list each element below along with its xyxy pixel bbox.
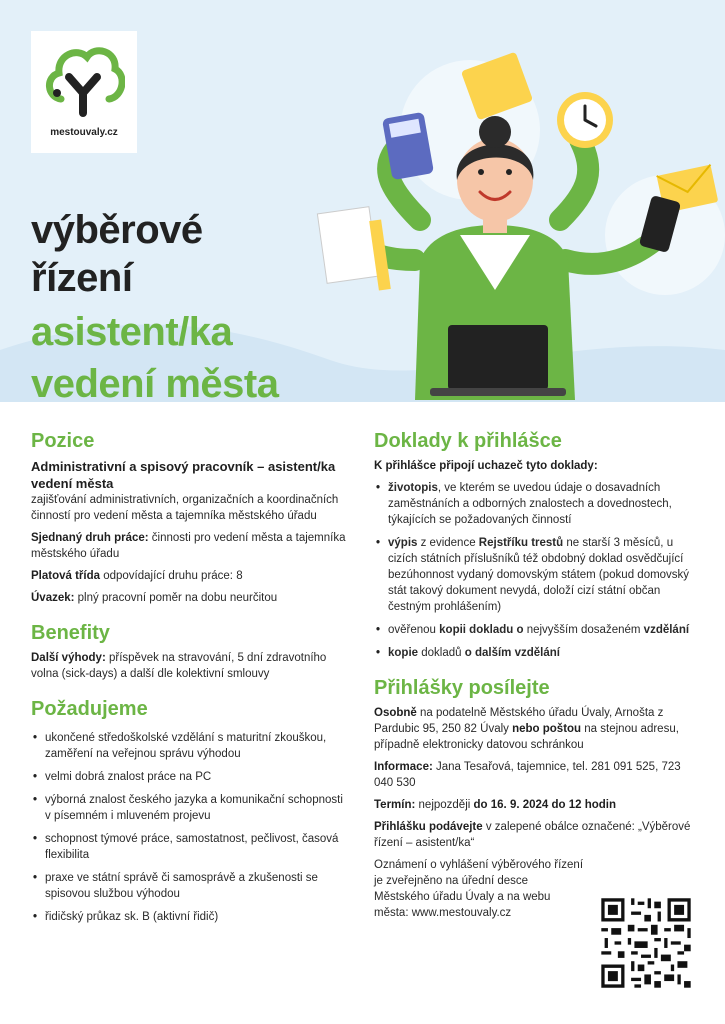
list-item: • kopie dokladů o dalším vzdělání: [374, 645, 700, 661]
work-type: Sjednaný druh práce: činnosti pro vedení města a tajemníka městského úřadu: [31, 532, 346, 560]
section-title-pozadujeme: Požadujeme: [31, 698, 148, 720]
section-title-prihlasky: Přihlášky posílejte: [374, 677, 550, 699]
multitasking-woman-illustration: [300, 20, 725, 400]
logo-text: mestouvaly.cz: [50, 127, 118, 138]
list-item: • velmi dobrá znalost práce na PC: [31, 769, 351, 785]
list-item: • řidičský průkaz sk. B (aktivní řidič): [31, 909, 351, 925]
left-column: [31, 428, 351, 932]
requirements-list: [31, 730, 351, 925]
headline-line-4: vedení města: [31, 362, 279, 402]
list-item: • výpis z evidence Rejstříku trestů ne starší 3 měsíců, u cizích státních příslušníků též obdobný doklad osvědčující bezúhonnost vydaný domovským státem (pokud domovský stát takový dokument nevydá, doloží cizí státní občan čestným prohlášením): [374, 535, 700, 615]
list-item: • výborná znalost českého jazyka a komunikační schopnosti v písemném i mluveném projevu: [31, 792, 351, 824]
benefits-text: Další výhody: příspěvek na stravování, 5 dní zdravotního volna (sick-days) a další dle kolektivní smlouvy: [31, 652, 327, 680]
documents-list: [374, 480, 700, 661]
list-item: • životopis, ve kterém se uvedou údaje o dosavadních zaměstnáních a odborných znalostech a dovednostech, týkajících se požadovaných činností: [374, 480, 700, 528]
headline-line-1: výběrové: [31, 208, 203, 252]
qr-code-icon[interactable]: [598, 895, 694, 991]
list-item: • praxe ve státní správě či samosprávě a zkušenosti se spisovou službou výhodou: [31, 870, 351, 902]
hero-banner: [0, 0, 725, 402]
list-item: • schopnost týmové práce, samostatnost, pečlivost, časová flexibilita: [31, 831, 351, 863]
workload: Úvazek: plný pracovní poměr na dobu neurčitou: [31, 592, 278, 604]
section-title-pozice: Pozice: [31, 430, 95, 452]
deadline: Termín: nejpozději do 16. 9. 2024 do 12 hodin: [374, 799, 617, 811]
announcement-note: Oznámení o vyhlášení výběrového řízení je zveřejněno na úřední desce Městského úřadu Úvaly a na webu města: www.mestouvaly.cz: [374, 859, 584, 919]
section-title-doklady: Doklady k přihlášce: [374, 430, 562, 452]
list-item: • ukončené středoškolské vzdělání s maturitní zkouškou, zaměření na veřejnou správu výhodou: [31, 730, 351, 762]
headline-line-3: asistent/ka: [31, 310, 233, 354]
salary-class: Platová třída odpovídající druhu práce: 8: [31, 570, 243, 582]
list-item: • ověřenou kopii dokladu o nejvyšším dosaženém vzdělání: [374, 622, 700, 638]
position-description: zajišťování administrativních, organizačních a koordinačních činností pro vedení města a tajemníka městského úřadu: [31, 494, 339, 522]
submission-address: Osobně na podatelně Městského úřadu Úvaly, Arnošta z Pardubic 95, 250 82 Úvaly nebo poštou na stejnou adresu, případně elektronicky datovou schránkou: [374, 707, 679, 751]
headline-line-2: řízení: [31, 256, 133, 300]
section-title-benefity: Benefity: [31, 622, 110, 644]
documents-intro: K přihlášce připojí uchazeč tyto doklady:: [374, 460, 598, 472]
contact-info: Informace: Jana Tesařová, tajemnice, tel. 281 091 525, 723 040 530: [374, 761, 681, 789]
logo[interactable]: [31, 31, 137, 153]
envelope-note: Přihlášku podávejte v zalepené obálce označené: „Výběrové řízení – asistent/ka“: [374, 821, 691, 849]
right-column: [374, 428, 700, 921]
position-name: Administrativní a spisový pracovník – asistent/ka vedení města: [31, 459, 336, 491]
tree-y-logo-icon: [45, 41, 125, 119]
